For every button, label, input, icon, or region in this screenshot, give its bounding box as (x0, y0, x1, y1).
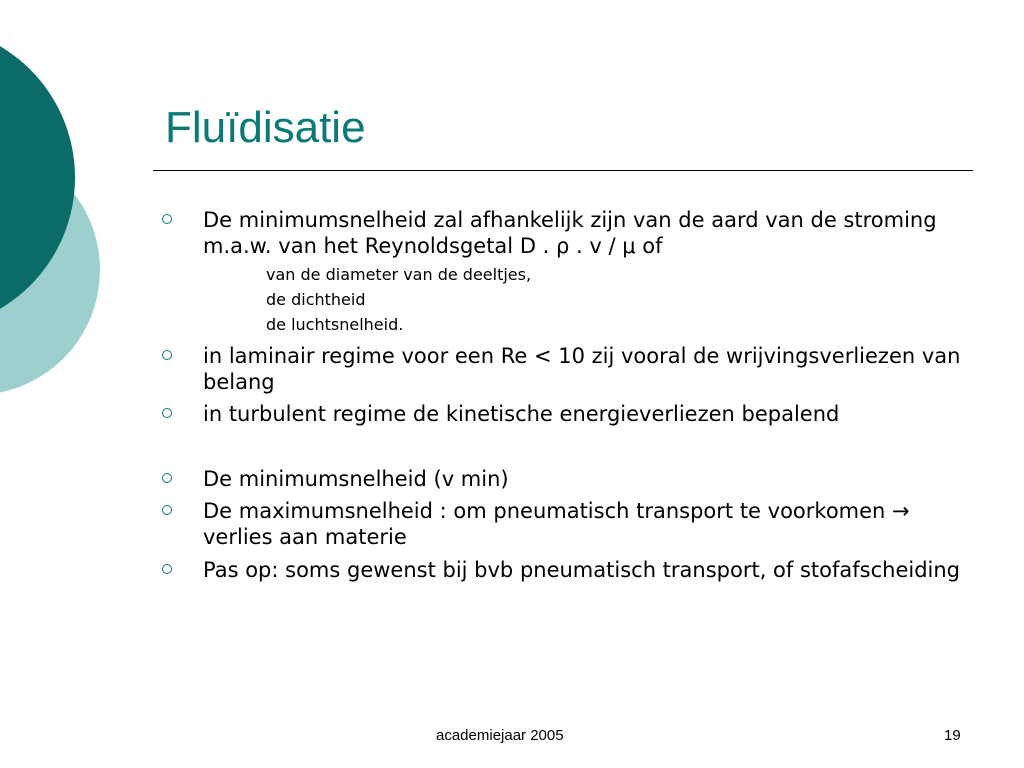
bullet-item (162, 401, 962, 427)
bullet-item (162, 207, 962, 259)
bullet-icon (162, 473, 172, 483)
bullet-icon (162, 505, 172, 515)
slide-number: 19 (944, 727, 961, 744)
bullet-icon (162, 408, 172, 418)
sub-item: van de diameter van de deeltjes, (266, 265, 532, 284)
sub-item: de luchtsnelheid. (266, 315, 404, 334)
footer-academic-year: academiejaar 2005 (436, 727, 564, 744)
bullet-text: De minimumsnelheid zal afhankelijk zijn van de aard van de stroming m.a.w. van het Reynoldsgetal D . ρ . v / μ of (203, 208, 937, 258)
bullet-text: De minimumsnelheid (v min) (203, 467, 509, 491)
bullet-icon (162, 350, 172, 360)
bullet-text: Pas op: soms gewenst bij bvb pneumatisch transport, of stofafscheiding (203, 558, 961, 582)
bullet-item (162, 557, 962, 583)
bullet-text: in laminair regime voor een Re < 10 zij vooral de wrijvingsverliezen van belang (203, 344, 961, 394)
bullet-icon (162, 564, 172, 574)
title-divider (153, 170, 973, 171)
bullet-item (162, 466, 962, 492)
bullet-item (162, 498, 962, 550)
sub-item: de dichtheid (266, 290, 366, 309)
bullet-text: De maximumsnelheid : om pneumatisch transport te voorkomen → verlies aan materie (203, 499, 910, 549)
bullet-text: in turbulent regime de kinetische energieverliezen bepalend (203, 402, 840, 426)
bullet-icon (162, 214, 172, 224)
bullet-item (162, 343, 962, 395)
slide-title: Fluïdisatie (165, 103, 366, 152)
